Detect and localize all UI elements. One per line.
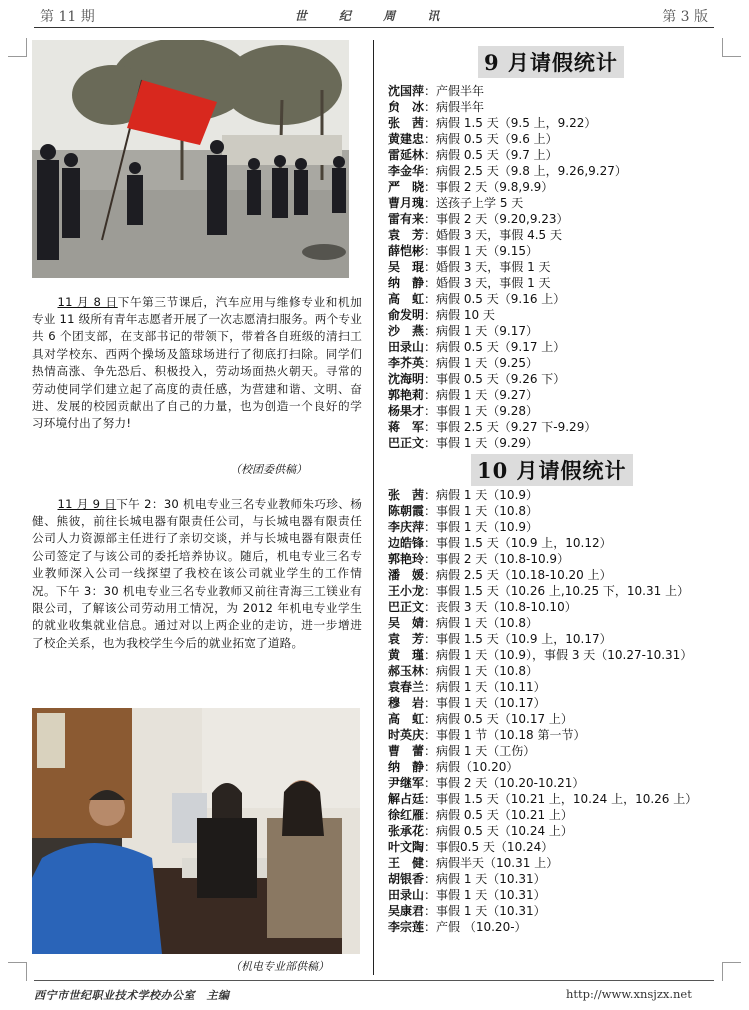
crop-mark [722, 38, 741, 57]
leave-detail: 病假 1 天（10.9），事假 3 天（10.27-10.31） [436, 648, 693, 662]
leave-detail: 婚假 3 天，事假 1 天 [436, 276, 551, 290]
leave-row [388, 487, 728, 503]
staff-name: 沙 燕 [388, 324, 425, 338]
leave-row [388, 807, 728, 823]
leave-row [388, 855, 728, 871]
leave-detail: 病假 1 天（10.11） [436, 680, 546, 694]
leave-detail: 事假 1 天（10.17） [436, 696, 546, 710]
staff-name: 高 虹 [388, 292, 425, 306]
separator: ： [424, 148, 437, 162]
staff-name: 胡银香 [388, 872, 425, 886]
leave-detail: 事假 1 天（10.9） [436, 520, 539, 534]
leave-row [388, 791, 728, 807]
leave-detail: 病假 0.5 天（10.24 上） [436, 824, 573, 838]
leave-row [388, 647, 728, 663]
leave-row [388, 163, 728, 179]
leave-row [388, 727, 728, 743]
leave-detail: 事假 1.5 天（10.21 上，10.24 上，10.26 上） [436, 792, 698, 806]
article-date: 11 月 9 日 [57, 496, 117, 511]
separator: ： [424, 712, 437, 726]
staff-name: 李金华 [388, 164, 425, 178]
leave-row [388, 419, 728, 435]
leave-detail: 事假 1 天（10.31） [436, 904, 546, 918]
separator: ： [424, 840, 437, 854]
staff-name: 雷有来 [388, 212, 425, 226]
staff-name: 黄 瑾 [388, 648, 425, 662]
leave-row [388, 839, 728, 855]
staff-name: 张承花 [388, 824, 425, 838]
page-number: 第 3 版 [662, 9, 708, 25]
leave-detail: 病假 1 天（10.8） [436, 664, 539, 678]
staff-name: 俞发明 [388, 308, 425, 322]
separator: ： [424, 244, 437, 258]
separator: ： [424, 356, 437, 370]
masthead-title: 世 纪 周 讯 [294, 9, 454, 23]
leave-detail: 病假 10 天 [436, 308, 495, 322]
separator: ： [424, 776, 437, 790]
staff-name: 王 健 [388, 856, 425, 870]
enterprise-visit-photo [32, 708, 360, 954]
separator: ： [424, 616, 437, 630]
staff-name: 袁 芳 [388, 228, 425, 242]
separator: ： [424, 872, 437, 886]
leave-row [388, 323, 728, 339]
staff-name: 徐红雁 [388, 808, 425, 822]
leave-row [388, 211, 728, 227]
crop-mark [8, 38, 27, 57]
staff-name: 尹继军 [388, 776, 425, 790]
article-body: 下午第三节课后，汽车应用与维修专业和机加专业 11 级所有青年志愿者开展了一次志愿清扫服务。两个专业共 6 个团支部，在支部书记的带领下，带着各自班级的清扫工具对学校东、西两个操场及篮球场进行了彻底打扫除。同学们热情高涨、争先恐后、积极投入，劳动场面热火朝天。寻常的劳动使同学们建立起了高度的责任感，为营建和谐、文明、奋进、发展的校园贡献出了自己的力量，也为创造一个良好的学习环境付出了努力! [32, 294, 362, 431]
staff-name: 吴 琨 [388, 260, 425, 274]
separator: ： [424, 196, 437, 210]
staff-name: 边皓锋 [388, 536, 425, 550]
staff-name: 黄建忠 [388, 132, 425, 146]
leave-row [388, 711, 728, 727]
leave-detail: 事假 1 节（10.18 第一节） [436, 728, 586, 742]
leave-row [388, 887, 728, 903]
separator: ： [424, 132, 437, 146]
staff-name: 吴康君 [388, 904, 425, 918]
separator: ： [424, 292, 437, 306]
leave-row [388, 291, 728, 307]
separator: ： [424, 920, 437, 934]
separator: ： [424, 504, 437, 518]
staff-name: 田录山 [388, 888, 425, 902]
separator: ： [424, 632, 437, 646]
separator: ： [424, 420, 437, 434]
separator: ： [424, 648, 437, 662]
leave-detail: 事假 1 天（9.15） [436, 244, 539, 258]
leave-detail: 病假 0.5 天（10.17 上） [436, 712, 573, 726]
volunteer-cleaning-photo [32, 40, 349, 278]
leave-detail: 婚假 3 天，事假 4.5 天 [436, 228, 563, 242]
staff-name: 陈朝霞 [388, 504, 425, 518]
separator: ： [424, 212, 437, 226]
article-credit: （校团委供稿） [230, 463, 307, 476]
staff-name: 杨果才 [388, 404, 425, 418]
separator: ： [424, 520, 437, 534]
staff-name: 时英庆 [388, 728, 425, 742]
leave-detail: 事假 1.5 天（10.9 上，10.12） [436, 536, 612, 550]
staff-name: 沈海明 [388, 372, 425, 386]
leave-detail: 病假 1 天（10.31） [436, 872, 546, 886]
crop-mark [722, 962, 741, 981]
leave-detail: 病假 1 天（9.17） [436, 324, 539, 338]
leave-detail: 事假 1 天（9.29） [436, 436, 539, 450]
staff-name: 袁 芳 [388, 632, 425, 646]
separator: ： [424, 696, 437, 710]
leave-row [388, 147, 728, 163]
leave-detail: 病假 1.5 天（9.5 上，9.22） [436, 116, 597, 130]
footer-website: http://www.xnsjzx.net [566, 987, 692, 1001]
leave-row [388, 115, 728, 131]
separator: ： [424, 84, 437, 98]
staff-name: 郭艳莉 [388, 388, 425, 402]
leave-row [388, 519, 728, 535]
separator: ： [424, 340, 437, 354]
staff-name: 李庆萍 [388, 520, 425, 534]
staff-name: 李宗莲 [388, 920, 425, 934]
leave-row [388, 583, 728, 599]
leave-detail: 事假 1 天（10.8） [436, 504, 539, 518]
leave-detail: 事假 1 天（9.28） [436, 404, 539, 418]
leave-detail: 病假 2.5 天（10.18-10.20 上） [436, 568, 612, 582]
leave-row [388, 403, 728, 419]
staff-name: 纳 静 [388, 760, 425, 774]
leave-row [388, 387, 728, 403]
leave-row [388, 679, 728, 695]
separator: ： [424, 888, 437, 902]
staff-name: 沈国萍 [388, 84, 425, 98]
staff-name: 高 虹 [388, 712, 425, 726]
leave-detail: 病假 0.5 天（9.7 上） [436, 148, 558, 162]
leave-row [388, 903, 728, 919]
separator: ： [424, 568, 437, 582]
leave-row [388, 227, 728, 243]
october-leave-title: 10 月请假统计 [471, 454, 633, 486]
leave-detail: 产假半年 [436, 84, 485, 98]
staff-name: 纳 静 [388, 276, 425, 290]
leave-row [388, 871, 728, 887]
leave-row [388, 259, 728, 275]
leave-row [388, 823, 728, 839]
staff-name: 雷延林 [388, 148, 425, 162]
separator: ： [424, 116, 437, 130]
separator: ： [424, 584, 437, 598]
separator: ： [424, 904, 437, 918]
leave-detail: 病假 2.5 天（9.8 上，9.26,9.27） [436, 164, 627, 178]
article-volunteer-cleaning [32, 294, 362, 433]
leave-row [388, 195, 728, 211]
staff-name: 张 茜 [388, 488, 425, 502]
leave-detail: 病假 1 天（10.8） [436, 616, 539, 630]
staff-name: 吴 婧 [388, 616, 425, 630]
leave-row [388, 355, 728, 371]
separator: ： [424, 600, 437, 614]
leave-row [388, 99, 728, 115]
staff-name: 王小龙 [388, 584, 425, 598]
article-enterprise-visit [32, 496, 362, 653]
separator: ： [424, 404, 437, 418]
separator: ： [424, 552, 437, 566]
leave-row [388, 615, 728, 631]
separator: ： [424, 680, 437, 694]
leave-row [388, 567, 728, 583]
leave-detail: 事假0.5 天（10.24） [436, 840, 554, 854]
separator: ： [424, 744, 437, 758]
staff-name: 曹 蕾 [388, 744, 425, 758]
leave-detail: 送孩子上学 5 天 [436, 196, 524, 210]
leave-row [388, 179, 728, 195]
column-divider [373, 40, 374, 975]
leave-detail: 病假 0.5 天（9.16 上） [436, 292, 566, 306]
header-rule [34, 27, 714, 28]
separator: ： [424, 488, 437, 502]
leave-detail: 事假 2 天（10.8-10.9） [436, 552, 570, 566]
separator: ： [424, 728, 437, 742]
leave-row [388, 759, 728, 775]
leave-row [388, 775, 728, 791]
separator: ： [424, 808, 437, 822]
leave-row [388, 695, 728, 711]
september-leave-list [388, 83, 728, 451]
leave-detail: 病假 1 天（工伤） [436, 744, 536, 758]
separator: ： [424, 276, 437, 290]
staff-name: 郭艳玲 [388, 552, 425, 566]
separator: ： [424, 228, 437, 242]
staff-name: 穆 岩 [388, 696, 425, 710]
leave-row [388, 663, 728, 679]
leave-row [388, 535, 728, 551]
separator: ： [424, 792, 437, 806]
issue-number: 第 11 期 [40, 9, 95, 25]
staff-name: 巴正文 [388, 436, 425, 450]
staff-name: 张 茜 [388, 116, 425, 130]
staff-name: 郝玉林 [388, 664, 425, 678]
leave-row [388, 631, 728, 647]
separator: ： [424, 308, 437, 322]
staff-name: 袁春兰 [388, 680, 425, 694]
leave-row [388, 599, 728, 615]
staff-name: 严 晓 [388, 180, 425, 194]
leave-row [388, 919, 728, 935]
staff-name: 贠 冰 [388, 100, 425, 114]
leave-row [388, 83, 728, 99]
leave-detail: 病假半天（10.31 上） [436, 856, 559, 870]
separator: ： [424, 664, 437, 678]
leave-detail: 事假 0.5 天（9.26 下） [436, 372, 566, 386]
footer-editor: 西宁市世纪职业技术学校办公室 主编 [34, 989, 230, 1002]
leave-detail: 事假 1.5 天（10.9 上，10.17） [436, 632, 612, 646]
article-body: 下午 2：30 机电专业三名专业教师朱巧珍、杨健、熊彼，前往长城电器有限责任公司，与长城电器有限责任公司人力资源部主任进行了亲切交谈，并与长城电器有限责任公司签定了与该公司的委托培养协议。随后，机电专业三名专业教师深入公司一线探望了我校在该公司就业学生的工作情况。下午 3：30 机电专业三名专业教师又前往青海三工镁业有限公司，了解该公司劳动用工情况，为 2012 年机电专业学生的就业收集就业信息。通过对以上两企业的走访，进一步增进了校企关系，也为我校学生今后的就业拓宽了道路。 [32, 496, 362, 650]
staff-name: 巴正文 [388, 600, 425, 614]
footer-rule [34, 980, 714, 981]
leave-detail: 婚假 3 天，事假 1 天 [436, 260, 551, 274]
staff-name: 蒋 军 [388, 420, 425, 434]
staff-name: 潘 媛 [388, 568, 425, 582]
separator: ： [424, 372, 437, 386]
article-credit: （机电专业部供稿） [230, 960, 329, 973]
separator: ： [424, 164, 437, 178]
staff-name: 薛恺彬 [388, 244, 425, 258]
leave-detail: 事假 2.5 天（9.27 下-9.29） [436, 420, 597, 434]
leave-detail: 病假 0.5 天（10.21 上） [436, 808, 573, 822]
separator: ： [424, 180, 437, 194]
leave-detail: 病假 0.5 天（9.6 上） [436, 132, 558, 146]
article-date: 11 月 8 日 [57, 294, 118, 309]
separator: ： [424, 536, 437, 550]
page-header [34, 4, 714, 26]
staff-name: 叶文陶 [388, 840, 425, 854]
leave-detail: 病假 1 天（9.25） [436, 356, 539, 370]
separator: ： [424, 260, 437, 274]
leave-detail: 事假 2 天（10.20-10.21） [436, 776, 585, 790]
leave-row [388, 131, 728, 147]
separator: ： [424, 856, 437, 870]
separator: ： [424, 760, 437, 774]
leave-detail: 事假 1.5 天（10.26 上,10.25 下，10.31 上） [436, 584, 690, 598]
separator: ： [424, 324, 437, 338]
leave-detail: 病假半年 [436, 100, 485, 114]
leave-row [388, 551, 728, 567]
leave-detail: 产假 （10.20-） [436, 920, 527, 934]
september-leave-title: 9 月请假统计 [478, 46, 624, 78]
leave-row [388, 503, 728, 519]
separator: ： [424, 388, 437, 402]
leave-row [388, 275, 728, 291]
crop-mark [8, 962, 27, 981]
staff-name: 李芥英 [388, 356, 425, 370]
leave-row [388, 339, 728, 355]
leave-detail: 丧假 3 天（10.8-10.10） [436, 600, 577, 614]
leave-row [388, 743, 728, 759]
separator: ： [424, 100, 437, 114]
leave-detail: 事假 2 天（9.8,9.9） [436, 180, 554, 194]
separator: ： [424, 824, 437, 838]
staff-name: 田录山 [388, 340, 425, 354]
leave-row [388, 243, 728, 259]
separator: ： [424, 436, 437, 450]
leave-detail: 病假 0.5 天（9.17 上） [436, 340, 566, 354]
staff-name: 解占廷 [388, 792, 425, 806]
leave-detail: 病假（10.20） [436, 760, 519, 774]
leave-detail: 事假 1 天（10.31） [436, 888, 546, 902]
leave-row [388, 435, 728, 451]
october-leave-list [388, 487, 728, 935]
leave-row [388, 307, 728, 323]
leave-detail: 病假 1 天（9.27） [436, 388, 539, 402]
leave-detail: 事假 2 天（9.20,9.23） [436, 212, 569, 226]
leave-row [388, 371, 728, 387]
staff-name: 曹月瑰 [388, 196, 425, 210]
leave-detail: 病假 1 天（10.9） [436, 488, 539, 502]
